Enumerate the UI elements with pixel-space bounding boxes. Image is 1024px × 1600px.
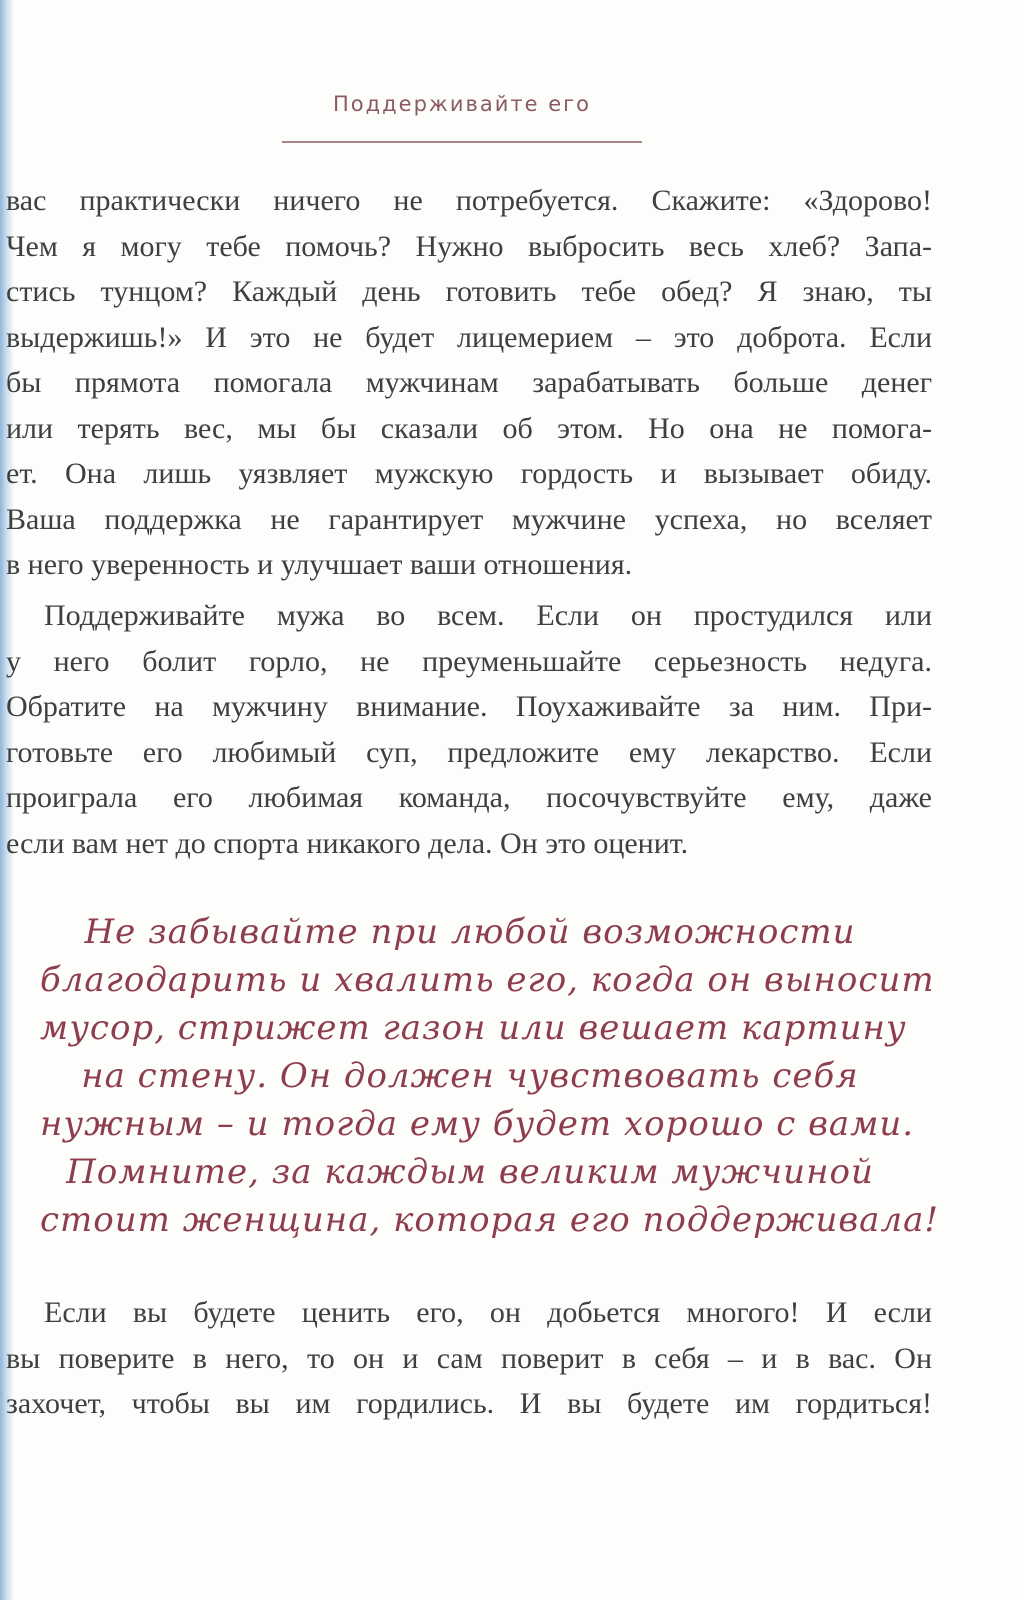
paragraph-2 xyxy=(6,593,932,866)
callout-line: на стену. Он должен чувствовать себя xyxy=(81,1056,859,1096)
header-rule xyxy=(282,141,642,143)
text-line: выдержишь!» И это не будет лицемерием – это доброта. Если xyxy=(6,320,932,354)
text-line: бы прямота помогала мужчинам зарабатывать больше денег xyxy=(6,366,932,399)
text-line: проиграла его любимая команда, посочувствуйте ему, даже xyxy=(6,781,932,814)
callout-line: благодарить и хвалить его, когда он выносит xyxy=(40,960,935,1000)
callout-line: Помните, за каждым великим мужчиной xyxy=(66,1152,874,1192)
handwritten-callout xyxy=(40,908,940,1244)
text-line: Ваша поддержка не гарантирует мужчине успеха, но вселяет xyxy=(6,502,932,536)
callout-line: мусор, стрижет газон или вешает картину xyxy=(40,1008,907,1048)
text-line: захочет, чтобы вы им гордились. И вы будете им гордиться! xyxy=(6,1387,932,1420)
text-line: или терять вес, мы бы сказали об этом. Но она не помога- xyxy=(6,411,932,445)
paragraph-3 xyxy=(6,1290,932,1427)
text-line: Поддерживайте мужа во всем. Если он простудился или xyxy=(44,599,932,632)
text-line: Если вы будете ценить его, он добьется многого! И если xyxy=(44,1296,932,1329)
callout-line: Не забывайте при любой возможности xyxy=(84,912,856,952)
paragraph-1 xyxy=(6,178,932,588)
text-line: в него уверенность и улучшает ваши отношения. xyxy=(6,548,633,581)
text-line: вы поверите в него, то он и сам поверит в себя – и в вас. Он xyxy=(6,1341,932,1375)
text-line: если вам нет до спорта никакого дела. Он это оценит. xyxy=(6,826,689,860)
running-head: Поддерживайте его xyxy=(332,92,592,116)
callout-line: нужным – и тогда ему будет хорошо с вами. xyxy=(40,1104,915,1144)
callout-line: стоит женщина, которая его поддерживала! xyxy=(40,1200,940,1240)
text-line: у него болит горло, не преуменьшайте серьезность недуга. xyxy=(6,644,932,678)
text-line: ет. Она лишь уязвляет мужскую гордость и вызывает обиду. xyxy=(6,457,932,490)
text-line: стись тунцом? Каждый день готовить тебе обед? Я знаю, ты xyxy=(6,275,932,308)
text-line: вас практически ничего не потребуется. Скажите: «Здорово! xyxy=(6,184,932,217)
text-line: готовьте его любимый суп, предложите ему лекарство. Если xyxy=(6,735,932,769)
text-line: Обратите на мужчину внимание. Поухаживайте за ним. При- xyxy=(6,690,932,723)
text-line: Чем я могу тебе помочь? Нужно выбросить весь хлеб? Запа- xyxy=(6,229,932,263)
